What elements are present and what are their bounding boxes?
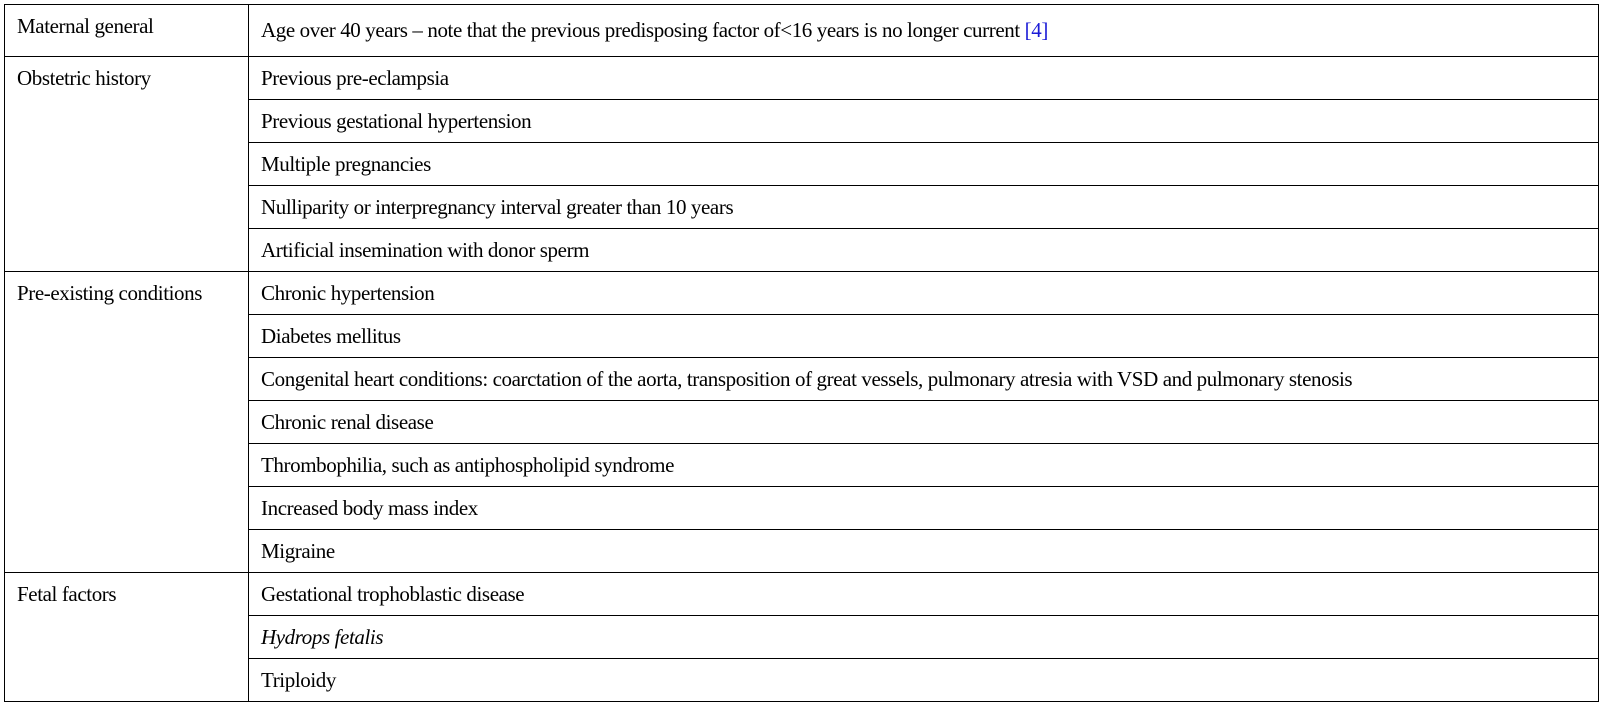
factor-cell: Previous pre-eclampsia (249, 57, 1599, 100)
category-cell: Pre-existing conditions (5, 272, 249, 573)
risk-factors-table (4, 4, 1599, 702)
factor-cell: Migraine (249, 530, 1599, 573)
factor-cell: Chronic hypertension (249, 272, 1599, 315)
factor-cell: Nulliparity or interpregnancy interval greater than 10 years (249, 186, 1599, 229)
factor-text: Age over 40 years – note that the previous predisposing factor of<16 years is no longer current (261, 18, 1020, 42)
factor-cell: Diabetes mellitus (249, 315, 1599, 358)
factor-cell: Previous gestational hypertension (249, 100, 1599, 143)
table-row (5, 5, 1599, 57)
factor-cell: Chronic renal disease (249, 401, 1599, 444)
factor-cell (249, 5, 1599, 57)
category-cell: Fetal factors (5, 573, 249, 702)
table-row (5, 272, 1599, 315)
factor-cell: Increased body mass index (249, 487, 1599, 530)
factor-cell: Congenital heart conditions: coarctation of the aorta, transposition of great vessels, pulmonary atresia with VSD and pulmonary stenosis (249, 358, 1599, 401)
factor-cell: Gestational trophoblastic disease (249, 573, 1599, 616)
reference-link[interactable]: [4] (1024, 18, 1048, 42)
factor-cell: Triploidy (249, 659, 1599, 702)
table-row (5, 57, 1599, 100)
category-cell: Maternal general (5, 5, 249, 57)
factor-cell: Multiple pregnancies (249, 143, 1599, 186)
factor-cell: Artificial insemination with donor sperm (249, 229, 1599, 272)
factor-cell: Thrombophilia, such as antiphospholipid syndrome (249, 444, 1599, 487)
category-cell: Obstetric history (5, 57, 249, 272)
table-row (5, 573, 1599, 616)
factor-cell: Hydrops fetalis (249, 616, 1599, 659)
